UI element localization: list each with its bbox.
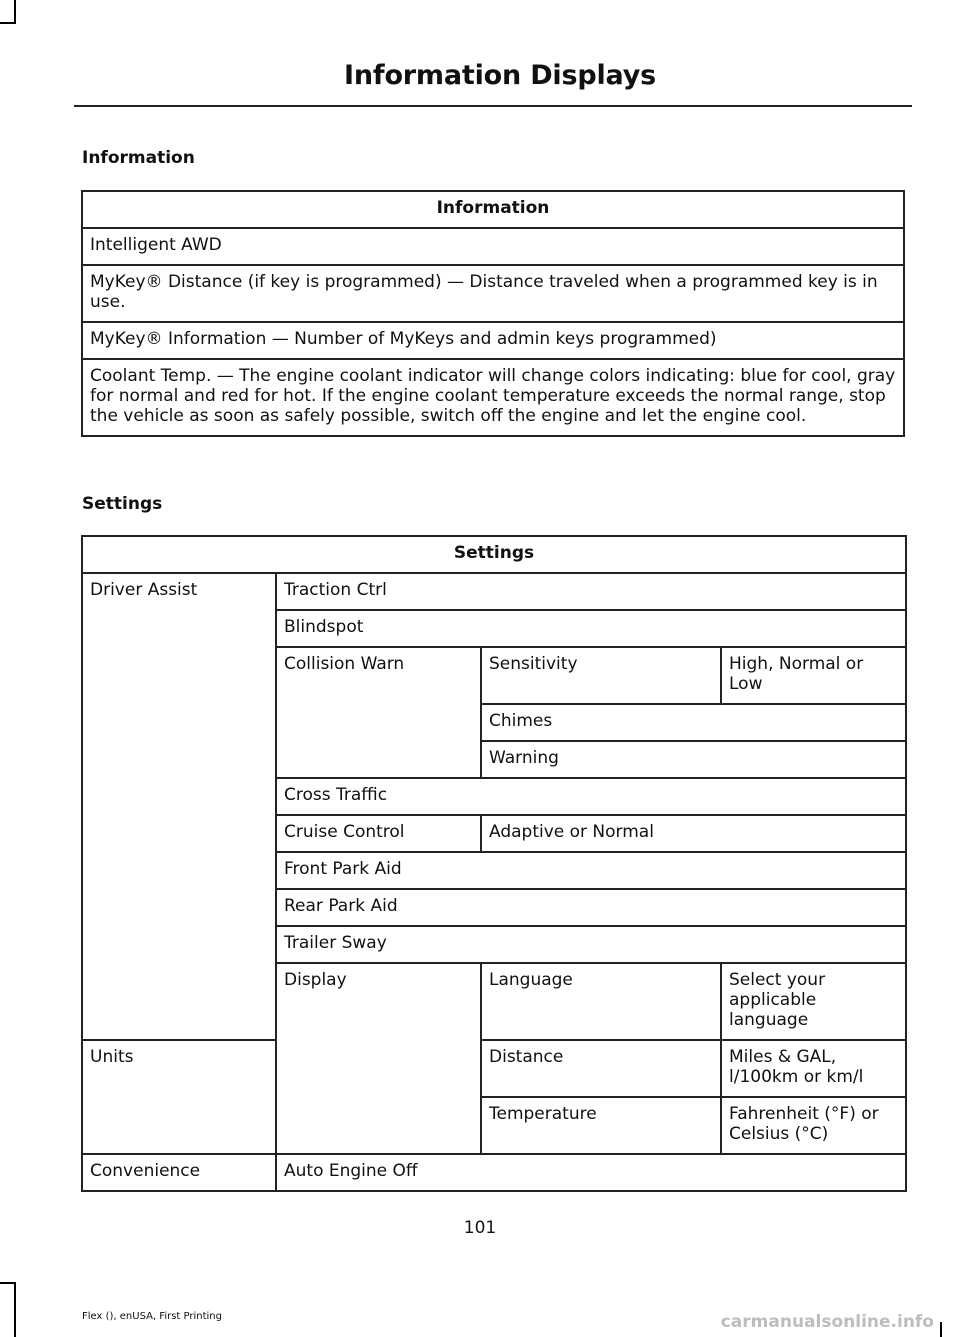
crop-mark — [14, 1282, 16, 1337]
table-cell: Temperature — [481, 1097, 721, 1154]
table-cell: Cross Traffic — [276, 778, 906, 815]
table-header-row — [82, 191, 904, 228]
table-row — [82, 265, 904, 322]
table-cell: Adaptive or Normal — [481, 815, 906, 852]
settings-table — [81, 535, 907, 1192]
table-row — [82, 359, 904, 436]
table-cell: Intelligent AWD — [82, 228, 904, 265]
table-cell: Rear Park Aid — [276, 889, 906, 926]
watermark: carmanualsonline.info — [720, 1312, 934, 1332]
table-cell: Trailer Sway — [276, 926, 906, 963]
table-row — [82, 1040, 906, 1097]
table-cell: Collision Warn — [276, 647, 481, 778]
table-cell: High, Normal or Low — [721, 647, 906, 704]
settings-table-header: Settings — [82, 536, 906, 573]
table-cell: Convenience — [82, 1154, 276, 1191]
page-number: 101 — [463, 1218, 497, 1238]
table-row — [82, 228, 904, 265]
table-cell: Units — [82, 1040, 276, 1154]
table-cell: MyKey® Information — Number of MyKeys and admin keys programmed) — [82, 322, 904, 359]
information-table — [81, 190, 905, 437]
settings-heading: Settings — [82, 494, 163, 514]
crop-mark — [0, 22, 16, 24]
information-table-header: Information — [82, 191, 904, 228]
crop-mark — [940, 1322, 942, 1337]
table-cell: Blindspot — [276, 610, 906, 647]
table-cell: Language — [481, 963, 721, 1040]
table-cell: Warning — [481, 741, 906, 778]
table-cell: Fahrenheit (°F) or Celsius (°C) — [721, 1097, 906, 1154]
crop-mark — [14, 0, 16, 22]
table-cell: MyKey® Distance (if key is programmed) — Distance traveled when a programmed key is in use. — [82, 265, 904, 322]
table-row — [82, 573, 906, 610]
table-cell: Traction Ctrl — [276, 573, 906, 610]
table-cell: Display — [276, 963, 481, 1154]
page-title: Information Displays — [344, 60, 656, 91]
crop-mark — [0, 1282, 16, 1284]
table-cell: Miles & GAL, l/100km or km/l — [721, 1040, 906, 1097]
table-cell: Cruise Control — [276, 815, 481, 852]
table-cell: Coolant Temp. — The engine coolant indicator will change colors indicating: blue for cool, gray for normal and red for hot. If the engine coolant temperature exceeds the normal range, stop the vehicle as soon as safely possible, switch off the engine and let the engine cool. — [82, 359, 904, 436]
table-row — [82, 1154, 906, 1191]
table-cell: Front Park Aid — [276, 852, 906, 889]
table-cell: Sensitivity — [481, 647, 721, 704]
header-divider — [74, 105, 912, 107]
information-heading: Information — [82, 148, 195, 168]
table-row — [82, 322, 904, 359]
footer-text: Flex (), enUSA, First Printing — [82, 1311, 222, 1322]
table-cell: Chimes — [481, 704, 906, 741]
table-cell: Select your applicable language — [721, 963, 906, 1040]
table-header-row — [82, 536, 906, 573]
table-cell: Distance — [481, 1040, 721, 1097]
table-cell: Driver Assist — [82, 573, 276, 1040]
table-cell: Auto Engine Off — [276, 1154, 906, 1191]
